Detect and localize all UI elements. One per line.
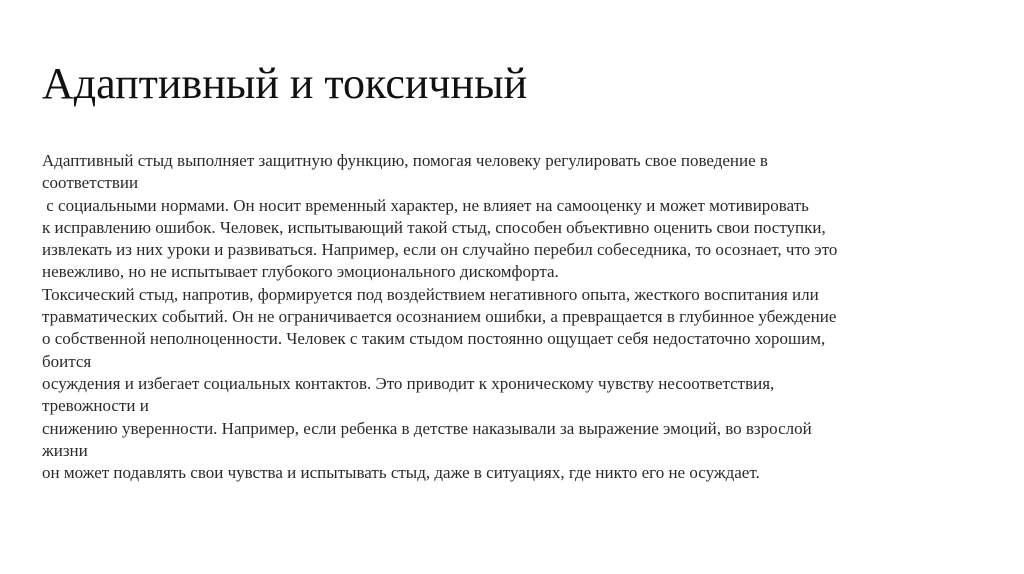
body-line: извлекать из них уроки и развиваться. Например, если он случайно перебил собеседника, то осознает, что это xyxy=(42,240,838,260)
body-line: соответствии xyxy=(42,173,139,193)
slide-title: Адаптивный и токсичный xyxy=(42,59,528,108)
slide-body-text xyxy=(42,150,1002,484)
body-line: к исправлению ошибок. Человек, испытывающий такой стыд, способен объективно оценить свои поступки, xyxy=(42,217,826,237)
body-line: осуждения и избегает социальных контактов. Это приводит к хроническому чувству несоответствия, xyxy=(42,373,775,393)
body-line: Адаптивный стыд выполняет защитную функцию, помогая человеку регулировать свое поведение в xyxy=(42,151,768,170)
body-line: Токсический стыд, напротив, формируется под воздействием негативного опыта, жесткого воспитания или xyxy=(42,284,819,304)
body-line: боится xyxy=(42,351,92,371)
body-line: травматических событий. Он не ограничивается осознанием ошибки, а превращается в глубинное убеждение xyxy=(42,307,837,327)
body-line: невежливо, но не испытывает глубокого эмоционального дискомфорта. xyxy=(42,262,559,282)
body-line: снижению уверенности. Например, если ребенка в детстве наказывали за выражение эмоций, во взрослой xyxy=(42,418,812,438)
body-line: он может подавлять свои чувства и испытывать стыд, даже в ситуациях, где никто его не осуждает. xyxy=(42,463,760,483)
body-line: тревожности и xyxy=(42,396,149,416)
body-line: с социальными нормами. Он носит временный характер, не влияет на самооценку и может мотивировать xyxy=(42,195,809,215)
body-line: жизни xyxy=(42,440,88,460)
body-line: о собственной неполноценности. Человек с таким стыдом постоянно ощущает себя недостаточно хорошим, xyxy=(42,329,826,349)
